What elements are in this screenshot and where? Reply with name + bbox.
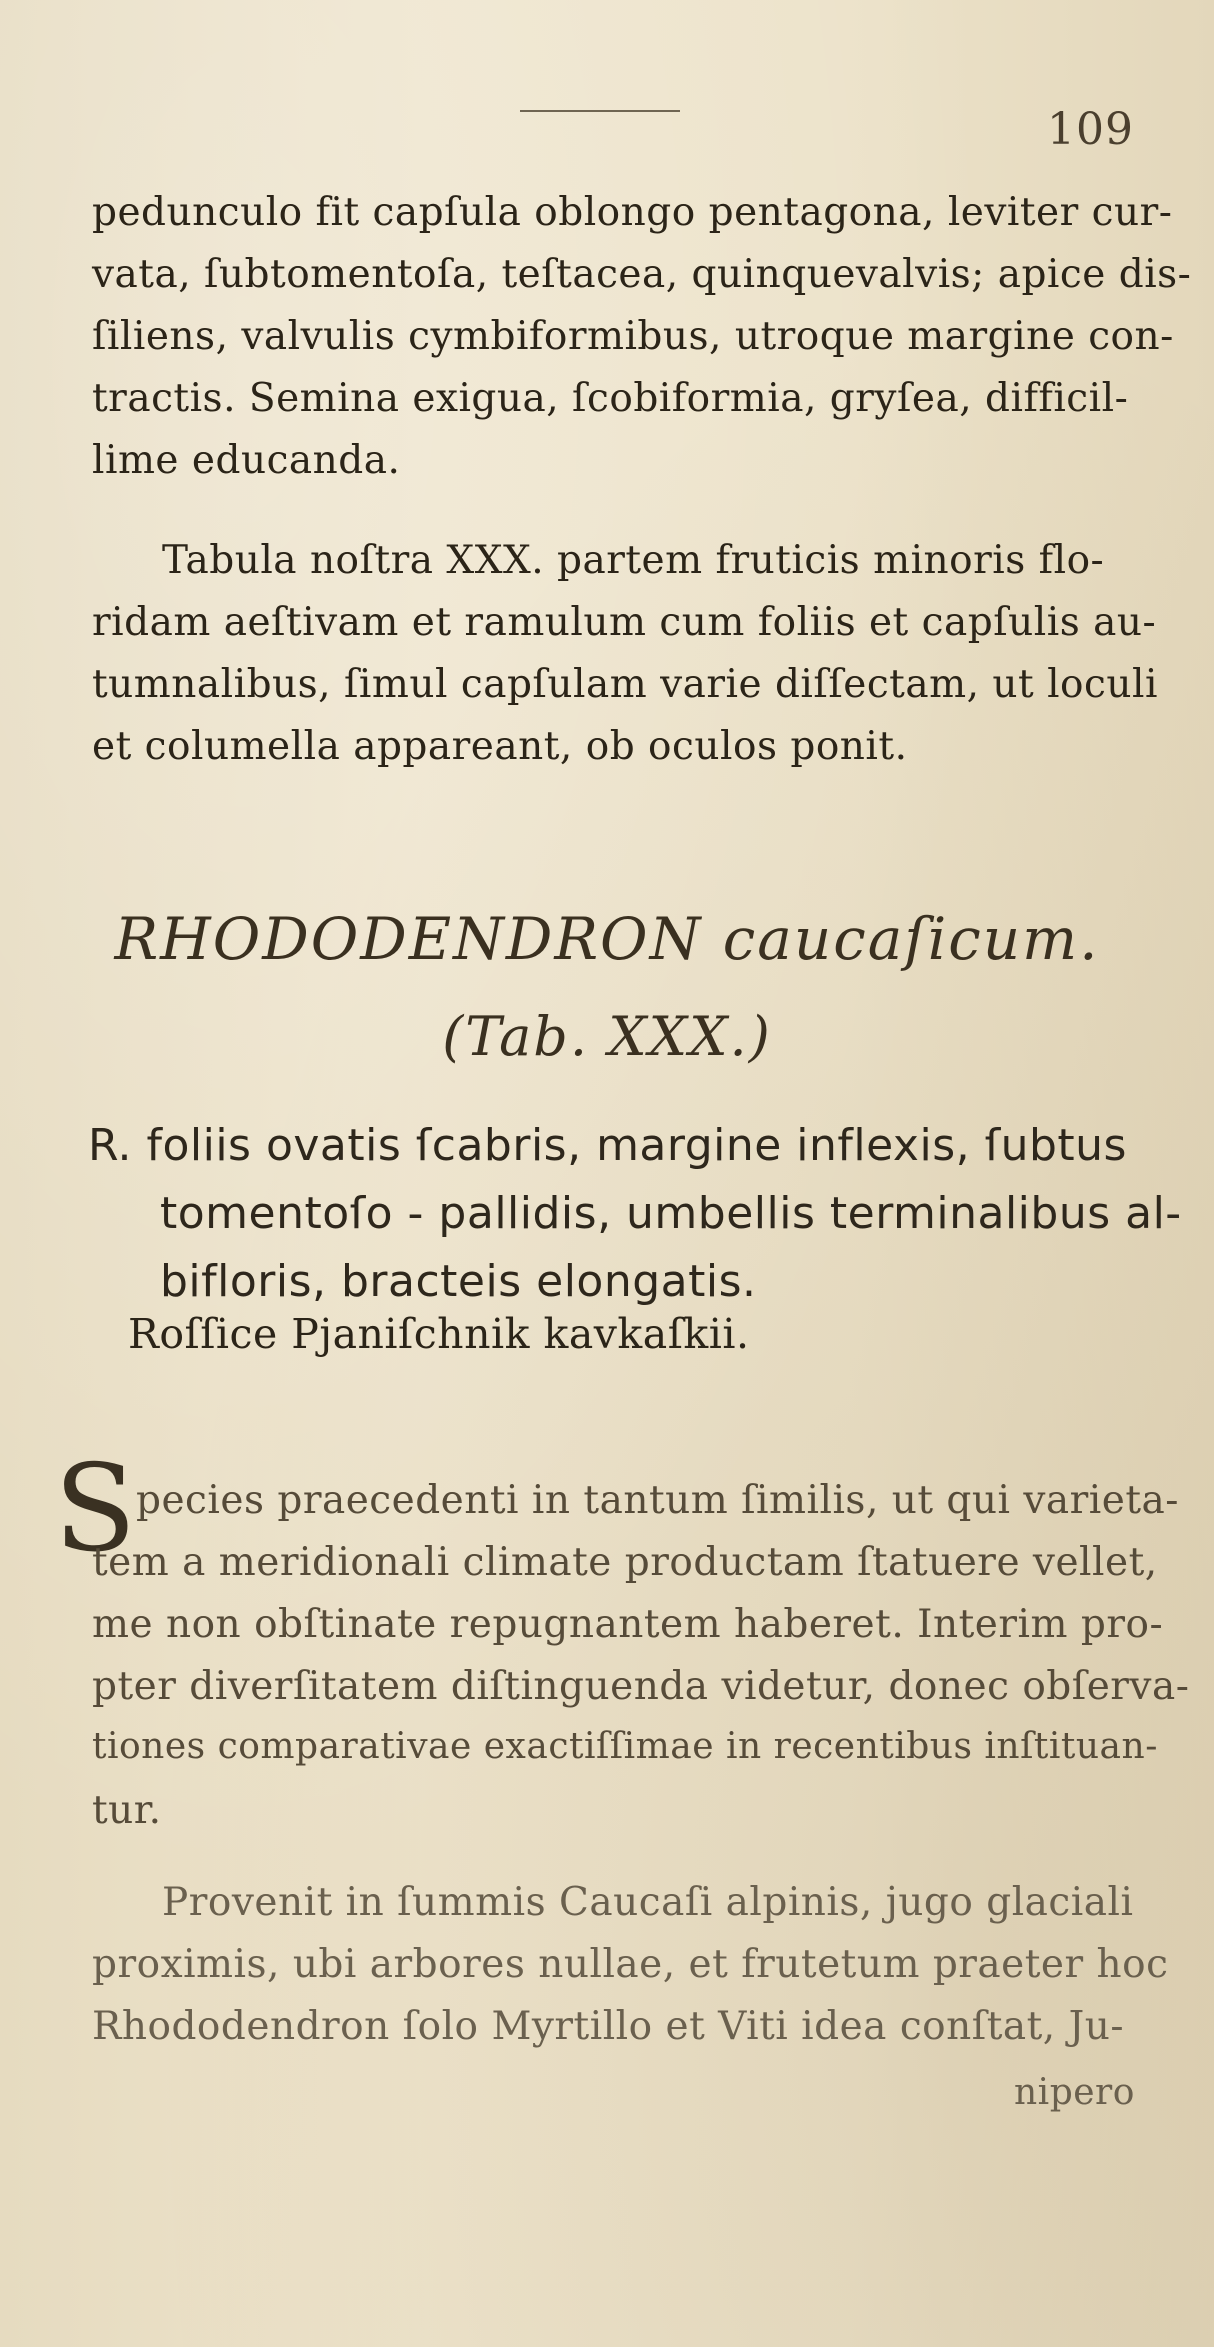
text-line: pedunculo fit capſula oblongo pentagona, leviter cur- xyxy=(92,190,1173,235)
text-line: proximis, ubi arbores nullae, et frutetum praeter hoc xyxy=(92,1942,1169,1987)
diagnosis-line: tomentoſo - pallidis, umbellis terminalibus al- xyxy=(160,1188,1182,1239)
plate-reference: (Tab. XXX.) xyxy=(442,1005,772,1068)
russian-name: Roſſice Pjaniſchnik kavkaſkii. xyxy=(128,1310,750,1358)
text-line: tractis. Semina exigua, ſcobiformia, gryſea, difficil- xyxy=(92,376,1129,421)
catchword: nipero xyxy=(1014,2072,1135,2113)
text-line: pecies praecedenti in tantum ſimilis, ut qui varieta- xyxy=(136,1478,1179,1523)
text-line: Rhododendron ſolo Myrtillo et Viti idea conſtat, Ju- xyxy=(92,2004,1125,2049)
text-line: me non obſtinate repugnantem haberet. Interim pro- xyxy=(92,1602,1164,1647)
text-line: tem a meridionali climate productam ſtatuere vellet, xyxy=(92,1540,1158,1585)
text-line: Tabula noſtra XXX. partem fruticis minoris flo- xyxy=(162,538,1105,583)
page-number: 109 xyxy=(1047,104,1134,155)
text-line: ridam aeſtivam et ramulum cum foliis et capſulis au- xyxy=(92,600,1157,645)
text-line: pter diverſitatem diſtinguenda videtur, donec obſerva- xyxy=(92,1664,1190,1709)
text-line: tiones comparativae exactiſſimae in recentibus inſtituan- xyxy=(92,1726,1158,1767)
text-line: vata, ſubtomentoſa, teſtacea, quinquevalvis; apice dis- xyxy=(92,252,1192,297)
drop-cap: S xyxy=(54,1440,137,1579)
header-rule xyxy=(520,110,680,112)
text-line: Provenit in ſummis Caucaſi alpinis, jugo glaciali xyxy=(162,1880,1134,1925)
diagnosis-line: R. foliis ovatis ſcabris, margine inflexis, ſubtus xyxy=(88,1120,1127,1171)
diagnosis-line: bifloris, bracteis elongatis. xyxy=(160,1256,757,1307)
text-line: tur. xyxy=(92,1788,162,1833)
text-line: tumnalibus, ſimul capſulam varie diſſectam, ut loculi xyxy=(92,662,1158,707)
text-line: ſiliens, valvulis cymbiformibus, utroque margine con- xyxy=(92,314,1174,359)
text-line: et columella appareant, ob oculos ponit. xyxy=(92,724,908,769)
text-line: lime educanda. xyxy=(92,438,401,483)
species-heading: RHODODENDRON caucaſicum. xyxy=(114,905,1100,973)
